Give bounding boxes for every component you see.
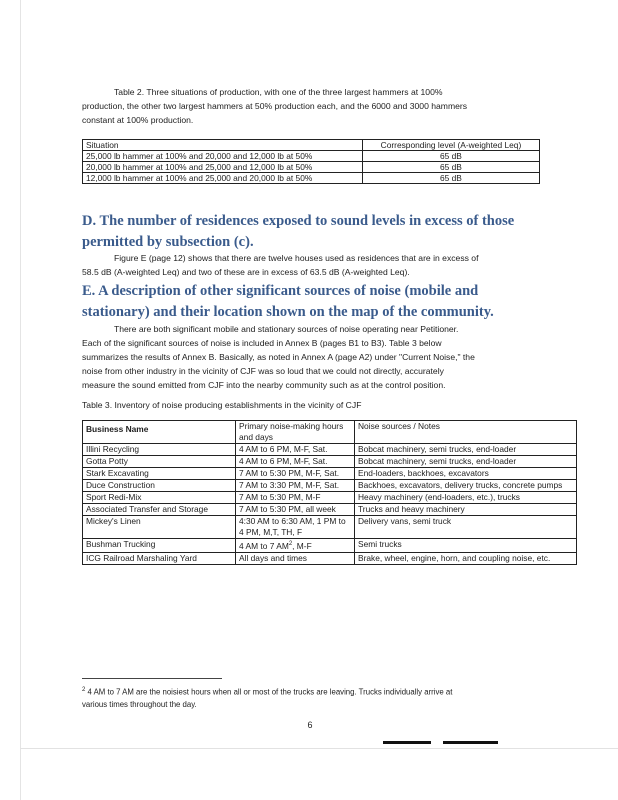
section-e-body-line: There are both significant mobile and stationary sources of noise operating near Petitioner.	[114, 324, 459, 334]
table2-caption-line: constant at 100% production.	[82, 115, 194, 125]
table3-header-row	[83, 421, 577, 444]
footnote	[82, 684, 562, 711]
table-row	[83, 552, 577, 564]
table3-cell-notes: Semi trucks	[355, 539, 577, 553]
section-d-body-line: 58.5 dB (A-weighted Leq) and two of these are in excess of 63.5 dB (A-weighted Leq).	[82, 267, 410, 277]
table-row	[83, 151, 540, 162]
table3-cell-notes: Delivery vans, semi truck	[355, 516, 577, 539]
table-row	[83, 162, 540, 173]
table3-cell-notes: Bobcat machinery, semi trucks, end-loader	[355, 456, 577, 468]
section-e-body-line: measure the sound emitted from CJF into the nearby community such as at the control position.	[82, 380, 446, 390]
table2-header-situation: Situation	[83, 140, 363, 151]
footnote-mark: 2	[82, 687, 86, 693]
table-row	[83, 504, 577, 516]
table3-header-hours: Primary noise-making hours and days	[236, 421, 355, 444]
section-e-body-line: noise from other industry in the vicinity of CJF was so loud that we could not directly, accurately	[82, 366, 444, 376]
table3-header-notes: Noise sources / Notes	[355, 421, 577, 444]
table3-cell-business: Illini Recycling	[83, 444, 236, 456]
table3-caption: Table 3. Inventory of noise producing establishments in the vicinity of CJF	[82, 400, 362, 410]
section-e-body	[82, 322, 552, 392]
table3-cell-business: Sport Redi-Mix	[83, 492, 236, 504]
table3-cell-notes: Trucks and heavy machinery	[355, 504, 577, 516]
table3-cell-hours: 7 AM to 5:30 PM, M-F, Sat.	[236, 468, 355, 480]
scan-edge-line	[20, 748, 618, 749]
footnote-line: various times throughout the day.	[82, 699, 197, 709]
table3-cell-hours: 4 AM to 6 PM, M-F, Sat.	[236, 444, 355, 456]
table3-cell-notes: Backhoes, excavators, delivery trucks, concrete pumps	[355, 480, 577, 492]
footnote-text: 4 AM to 7 AM are the noisiest hours when all or most of the trucks are leaving. Trucks individually arrive at	[85, 687, 453, 697]
table3-cell-hours: 4:30 AM to 6:30 AM, 1 PM to 4 PM, M,T, TH, F	[236, 516, 355, 539]
section-e-heading-line: stationary) and their location shown on the map of the community.	[82, 304, 494, 320]
table3-cell-business: Bushman Trucking	[83, 539, 236, 553]
table-row	[83, 444, 577, 456]
table2-caption	[82, 85, 552, 127]
scan-mark	[383, 741, 431, 744]
table2-header-row	[83, 140, 540, 151]
section-d-heading-line: D. The number of residences exposed to sound levels in excess of those	[82, 213, 515, 229]
table-row	[83, 492, 577, 504]
table3-cell-notes: Bobcat machinery, semi trucks, end-loader	[355, 444, 577, 456]
scan-edge-line	[20, 0, 21, 800]
section-d-heading	[82, 211, 552, 253]
table2-header-level: Corresponding level (A-weighted Leq)	[362, 140, 539, 151]
scan-mark	[443, 741, 498, 744]
table2-cell-situation: 12,000 lb hammer at 100% and 25,000 and 20,000 lb at 50%	[83, 173, 363, 184]
table-row	[83, 456, 577, 468]
table3-header-business: Business Name	[83, 421, 236, 444]
section-e-body-line: summarizes the results of Annex B. Basically, as noted in Annex A (page A2) under "Current Noise," the	[82, 352, 475, 362]
section-e-body-line: Each of the significant sources of noise is included in Annex B (pages B1 to B3). Table 3 below	[82, 338, 442, 348]
table2-caption-line: production, the other two largest hammers at 50% production each, and the 6000 and 3000 hammers	[82, 101, 468, 111]
table3-cell-hours: 7 AM to 5:30 PM, M-F	[236, 492, 355, 504]
table2-cell-level: 65 dB	[362, 151, 539, 162]
page-number: 6	[307, 720, 313, 730]
bushman-hours: 4 AM to 7 AM	[239, 540, 289, 551]
table2-cell-level: 65 dB	[362, 162, 539, 173]
table3-cell-business: Mickey's Linen	[83, 516, 236, 539]
table3-cell-hours: 7 AM to 3:30 PM, M-F, Sat.	[236, 480, 355, 492]
table3-cell-notes: Brake, wheel, engine, horn, and coupling noise, etc.	[355, 552, 577, 564]
bushman-days: , M-F	[292, 540, 312, 551]
table2-cell-level: 65 dB	[362, 173, 539, 184]
section-d-heading-line: permitted by subsection (c).	[82, 234, 254, 250]
table-row	[83, 480, 577, 492]
table3	[82, 420, 577, 565]
table2-cell-situation: 25,000 lb hammer at 100% and 20,000 and 12,000 lb at 50%	[83, 151, 363, 162]
table3-cell-business: Associated Transfer and Storage	[83, 504, 236, 516]
table3-cell-hours: 7 AM to 5:30 PM, all week	[236, 504, 355, 516]
table3-cell-business: ICG Railroad Marshaling Yard	[83, 552, 236, 564]
table-row	[83, 468, 577, 480]
table3-cell-hours	[236, 539, 355, 553]
table-row	[83, 173, 540, 184]
table2-cell-situation: 20,000 lb hammer at 100% and 25,000 and 12,000 lb at 50%	[83, 162, 363, 173]
table3-cell-business: Duce Construction	[83, 480, 236, 492]
table3-cell-hours: 4 AM to 6 PM, M-F, Sat.	[236, 456, 355, 468]
table3-cell-notes: Heavy machinery (end-loaders, etc.), trucks	[355, 492, 577, 504]
section-d-body-line: Figure E (page 12) shows that there are twelve houses used as residences that are in excess of	[114, 253, 479, 263]
table2	[82, 139, 540, 184]
table-row	[83, 539, 577, 553]
section-d-body	[82, 251, 552, 279]
section-e-heading	[82, 281, 552, 323]
footnote-divider	[82, 678, 222, 679]
footnote-ref-mark[interactable]: 2	[288, 541, 293, 547]
section-e-heading-line: E. A description of other significant sources of noise (mobile and	[82, 283, 479, 299]
table2-caption-line: Table 2. Three situations of production, with one of the three largest hammers at 100%	[114, 87, 443, 97]
table3-cell-notes: End-loaders, backhoes, excavators	[355, 468, 577, 480]
table-row	[83, 516, 577, 539]
table3-cell-business: Gotta Potty	[83, 456, 236, 468]
footnote-line	[82, 684, 562, 699]
table3-cell-hours: All days and times	[236, 552, 355, 564]
table3-cell-business: Stark Excavating	[83, 468, 236, 480]
